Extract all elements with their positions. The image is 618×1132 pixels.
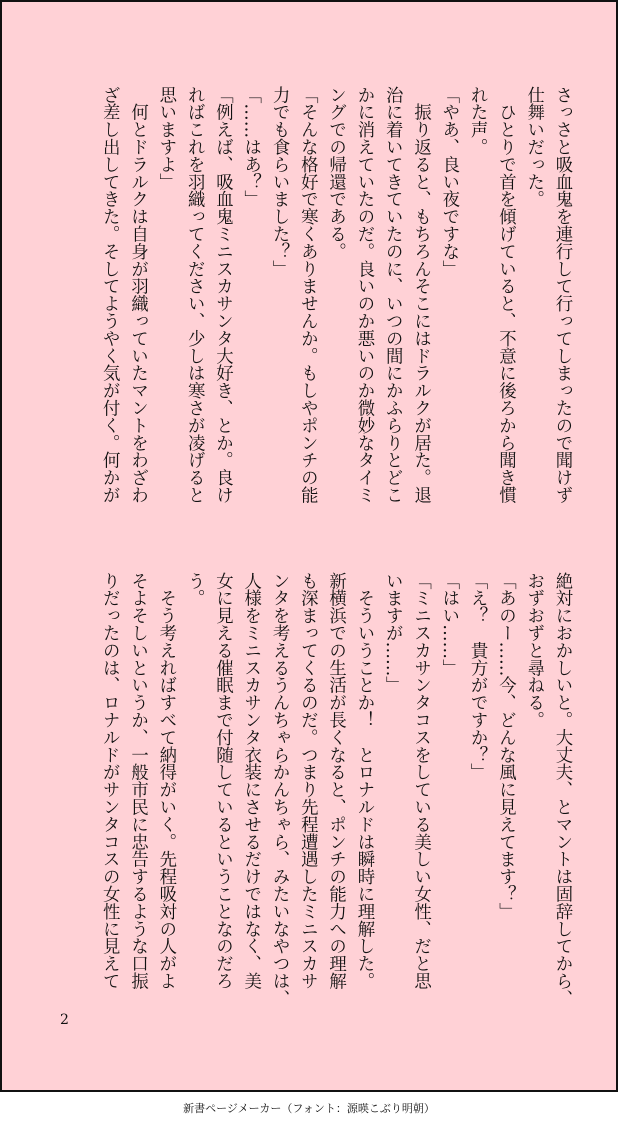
text-block-bottom: 絶対におかしいと。大丈夫、とマントは固辞してから、 おずおずと尋ねる。 「あのー……今、どんな風に見えてます？」 「え？ 貴方がですか？」 「はい……」 「ミニスカサンタコスをしている美しい女性、だと思 いますが……」 そういうことか！ とロナルドは瞬時に理解した。 新横浜での生活が長くなると、ポンチの能力への理解 も深まってくるのだ。つまり先程遭遇したミニスカサ ンタを考えるうんちゃらかんちゃら、みたいなやつは、 人様をミニスカサンタ衣装にさせるだけではなく、美 女に見える催眠まで付随しているということなのだろ う。 そう考えればすべて納得がいく。先程吸対の人がよ そよそしいというか、一般市民に忠告するような口振 りだったのは、ロナルドがサンタコスの女性に見えて: [99, 572, 572, 1007]
text-block-top: さっさと吸血鬼を連行して行ってしまったので聞けず 仕舞いだった。 ひとりで首を傾げていると、不意に後ろから聞き慣 れた声。 「やあ、良い夜ですな」 振り返ると、もちろんそこにはドラルクが居た。退 治に着いてきていたのに、いつの間にかふらりとどこ かに消えていたのだ。良いのか悪いのか微妙なタイミ ングでの帰還である。 「そんな格好で寒くありませんか。もしやポンチの能 力でも食らいました？」 「……はあ？」 「例えば、吸血鬼ミニスカサンタ大好き、とか。良け ればこれを羽織ってください、少しは寒さが凌げると 思いますよ」 何とドラルクは自身が羽織っていたマントをわざわ ざ差し出してきた。そしてようやく気が付く。何かが: [99, 86, 572, 504]
page-number: 2: [60, 1012, 69, 1028]
footer-caption: 新書ページメーカー（フォント：源暎こぶり明朝）: [183, 1102, 435, 1115]
